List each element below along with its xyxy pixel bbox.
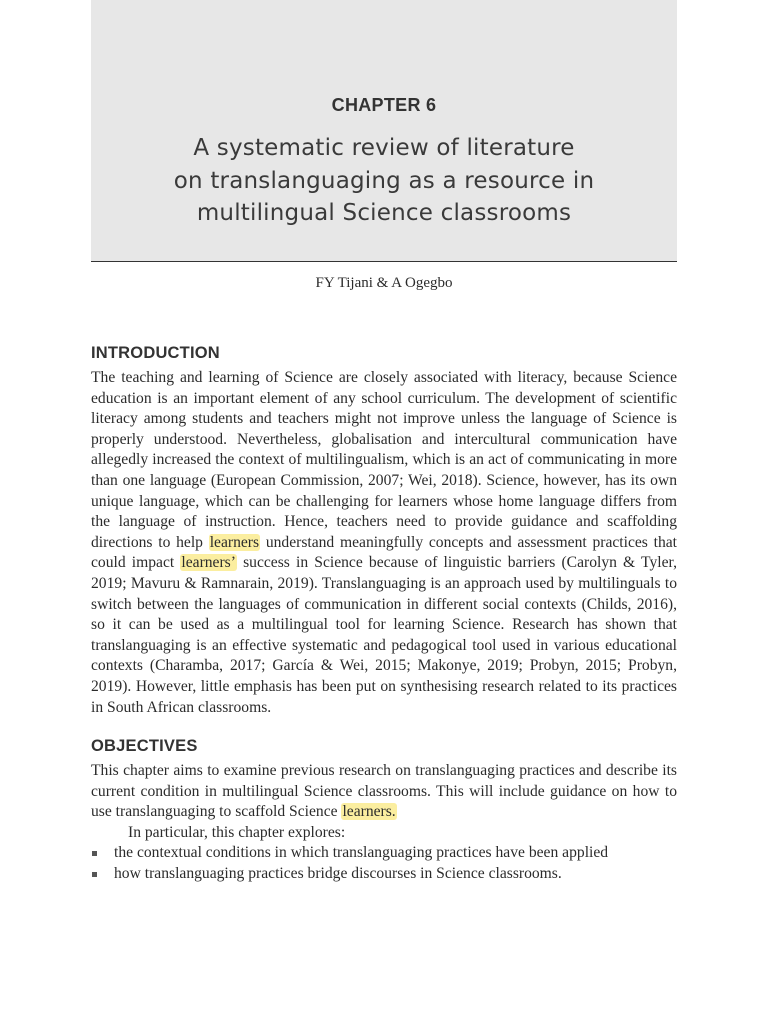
chapter-title-line: A systematic review of literature [193,135,575,161]
paragraph-text: The teaching and learning of Science are closely associated with literacy, because Science education is an important element of any school curriculum. The development of scientific literacy among students and teachers might not improve unless the language of Science is properly understood. Nevertheless, globalisation and intercultural communication have allegedly increased the context of multilingualism, which is an act of communicating in more than one language (European Commission, 2007; Wei, 2018). Science, however, has its own unique language, which can be challenging for learners whose home language differs from the language of instruction. Hence, teachers need to provide guidance and scaffolding directions to help [91,369,677,551]
highlighted-text: learners. [342,803,396,821]
chapter-body [91,342,677,885]
chapter-header-band [91,0,677,262]
list-item [91,843,677,864]
paragraph-text: This chapter aims to examine previous research on translanguaging practices and describe its current condition in multilingual Science classrooms. This will include guidance on how to use translanguaging to scaffold Science [91,762,677,821]
objectives-intro-line: In particular, this chapter explores: [128,823,346,841]
introduction-paragraph [91,368,677,718]
chapter-title-line: on translanguaging as a resource in [173,167,595,194]
header-divider [91,261,677,262]
chapter-title [91,132,677,230]
square-bullet-icon [92,872,97,877]
highlighted-text: learners [209,533,260,551]
list-item-text: how translanguaging practices bridge discourses in Science classrooms. [114,865,562,883]
objectives-list [91,843,677,884]
chapter-label: CHAPTER 6 [331,95,437,115]
paragraph-text: understand meaningfully concepts and assessment practices that could impact [91,533,677,572]
objectives-paragraph [91,761,677,823]
objectives-heading: OBJECTIVES [91,737,198,756]
introduction-heading: INTRODUCTION [91,344,220,362]
chapter-title-line: multilingual Science classrooms [196,200,572,226]
authors: FY Tijani & A Ogegbo [315,275,453,291]
highlighted-text: learners’ [181,554,236,572]
square-bullet-icon [92,851,97,856]
paragraph-text: success in Science because of linguistic barriers (Carolyn & Tyler, 2019; Mavuru & Ramnarain, 2019). Translanguaging is an approach used by multilinguals to switch between the languages of communication in different social contexts (Childs, 2016), so it can be used as a multilingual tool for learning Science. Research has shown that translanguaging is an effective systematic and pedagogical tool used in various educational contexts (Charamba, 2017; García & Wei, 2015; Makonye, 2019; Probyn, 2015; Probyn, 2019). However, little emphasis has been put on synthesising research related to its practices in South African classrooms. [91,554,678,716]
list-item-text: the contextual conditions in which translanguaging practices have been applied [114,844,609,862]
list-item [91,864,677,885]
